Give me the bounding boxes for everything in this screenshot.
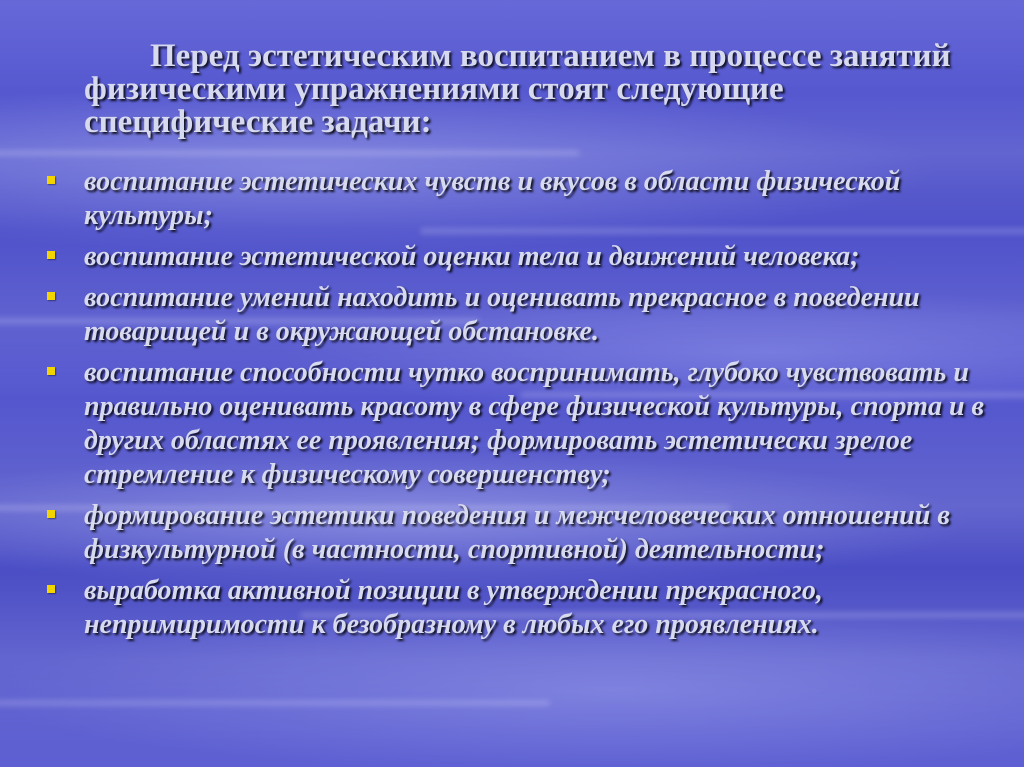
square-bullet-icon xyxy=(47,176,55,184)
square-bullet-icon xyxy=(47,510,55,518)
list-item xyxy=(44,356,994,492)
list-item-text: выработка активной позиции в утверждении прекрасного, непримиримости к безобразному в любых его проявлениях. xyxy=(84,575,823,640)
background-streak xyxy=(0,700,550,706)
list-item-text: воспитание эстетической оценки тела и движений человека; xyxy=(84,241,860,272)
list-item-text: воспитание эстетических чувств и вкусов в области физической культуры; xyxy=(84,166,901,231)
list-item xyxy=(44,281,994,349)
list-item-text: воспитание умений находить и оценивать прекрасное в поведении товарищей и в окружающей обстановке. xyxy=(84,282,920,347)
list-item xyxy=(44,574,994,642)
task-list xyxy=(44,165,994,649)
square-bullet-icon xyxy=(47,292,55,300)
list-item-text: формирование эстетики поведения и межчеловеческих отношений в физкультурной (в частности, спортивной) деятельности; xyxy=(84,500,950,565)
background-streak xyxy=(0,150,580,156)
list-item xyxy=(44,240,994,274)
slide-heading: Перед эстетическим воспитанием в процессе занятий физическими упражнениями стоят следующие специфические задачи: xyxy=(84,38,951,140)
square-bullet-icon xyxy=(47,367,55,375)
square-bullet-icon xyxy=(47,251,55,259)
list-item xyxy=(44,165,994,233)
list-item xyxy=(44,499,994,567)
square-bullet-icon xyxy=(47,585,55,593)
list-item-text: воспитание способности чутко воспринимать, глубоко чувствовать и правильно оценивать красоту в сфере физической культуры, спорта и в других областях ее проявления; формировать эстетически зрелое стремление к физическому совершенству; xyxy=(84,357,985,490)
